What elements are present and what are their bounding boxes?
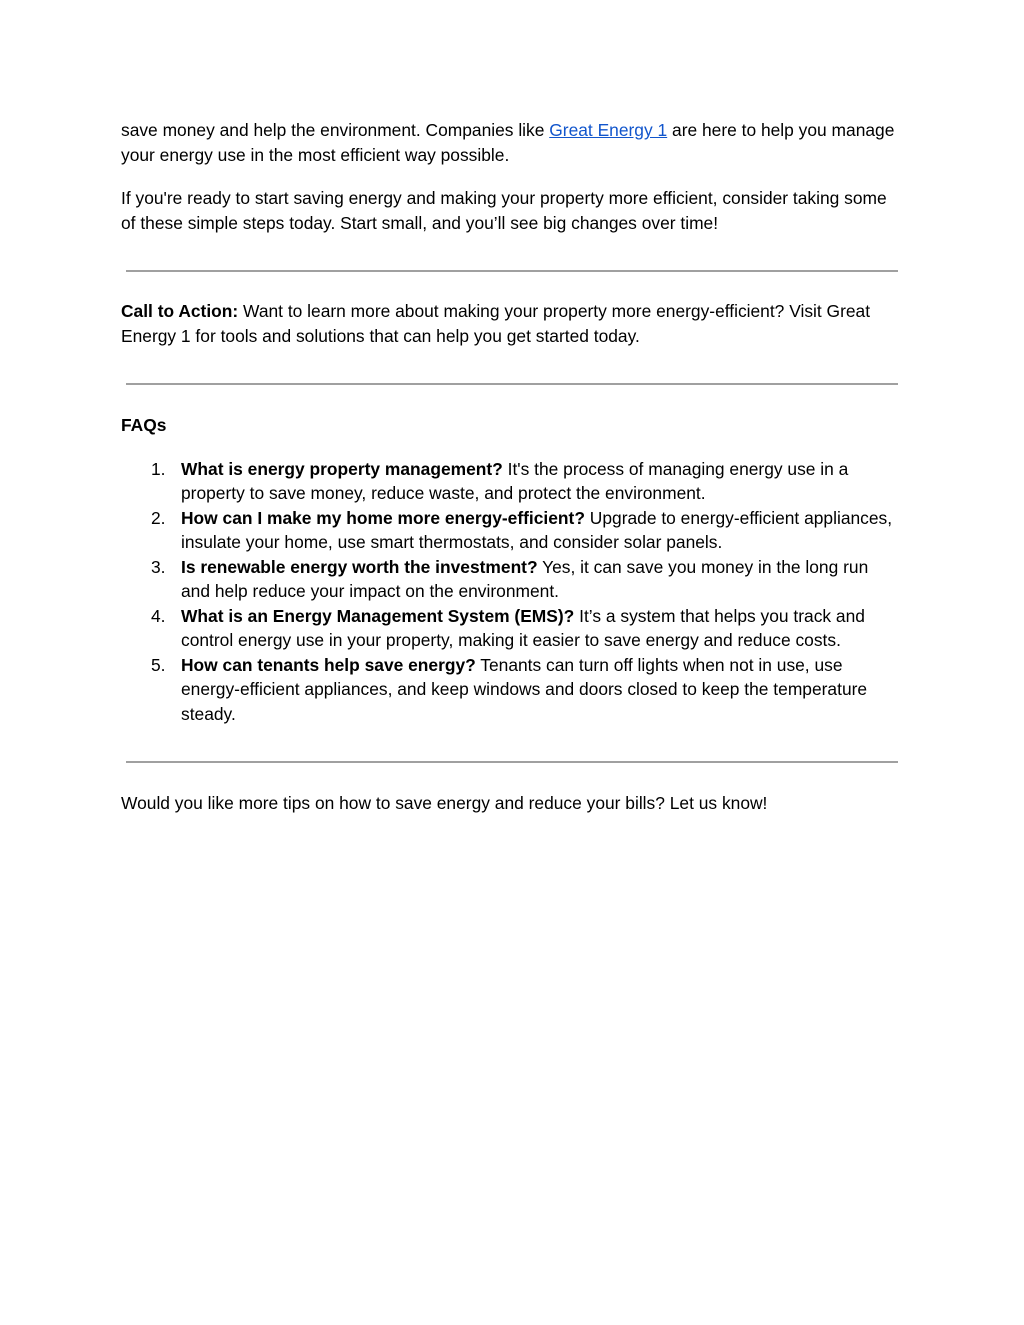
- intro-paragraph: [121, 118, 901, 167]
- faq-item: [121, 653, 901, 727]
- great-energy-link[interactable]: Great Energy 1: [549, 120, 668, 140]
- call-to-action-paragraph: [121, 299, 901, 348]
- faq-question: What is energy property management?: [181, 458, 503, 479]
- horizontal-rule: [126, 270, 898, 272]
- faq-number: 1.: [151, 458, 166, 479]
- faq-item: [121, 457, 901, 506]
- faq-list: [121, 457, 901, 727]
- faq-answer: Tenants can turn off lights when not in use, use energy-efficient appliances, and keep windows and doors closed to keep the temperature steady.: [181, 654, 868, 724]
- call-to-action-label: Call to Action:: [121, 301, 239, 321]
- faq-answer: Upgrade to energy-efficient appliances, insulate your home, use smart thermostats, and consider solar panels.: [181, 507, 893, 552]
- closing-steps-paragraph: If you're ready to start saving energy and making your property more efficient, consider taking some of these simple steps today. Start small, and you’ll see big changes over time!: [121, 188, 887, 233]
- faq-question: Is renewable energy worth the investment?: [181, 556, 538, 577]
- horizontal-rule: [126, 383, 898, 385]
- faq-item: [121, 555, 901, 604]
- document-page: [121, 118, 901, 816]
- faq-number: 2.: [151, 507, 166, 528]
- faq-question: What is an Energy Management System (EMS)?: [181, 605, 575, 626]
- call-to-action-text: Want to learn more about making your property more energy-efficient? Visit Great Energy 1 for tools and solutions that can help you get started today.: [121, 301, 871, 346]
- faq-question: How can tenants help save energy?: [181, 654, 476, 675]
- faq-number: 4.: [151, 605, 166, 626]
- horizontal-rule: [126, 761, 898, 763]
- faq-answer: Yes, it can save you money in the long run and help reduce your impact on the environment.: [181, 556, 869, 601]
- faq-item: [121, 604, 901, 653]
- intro-text-before: save money and help the environment. Companies like: [121, 120, 550, 140]
- faq-question: How can I make my home more energy-efficient?: [181, 507, 585, 528]
- intro-text-after: are here to help you manage your energy use in the most efficient way possible.: [121, 120, 895, 165]
- faq-number: 3.: [151, 556, 166, 577]
- faq-answer: It's the process of managing energy use in a property to save money, reduce waste, and protect the environment.: [181, 458, 849, 503]
- faqs-heading: FAQs: [121, 415, 167, 435]
- faq-number: 5.: [151, 654, 166, 675]
- faq-item: [121, 506, 901, 555]
- closing-paragraph: Would you like more tips on how to save energy and reduce your bills? Let us know!: [121, 793, 768, 813]
- faq-answer: It’s a system that helps you track and control energy use in your property, making it easier to save energy and reduce costs.: [181, 605, 865, 650]
